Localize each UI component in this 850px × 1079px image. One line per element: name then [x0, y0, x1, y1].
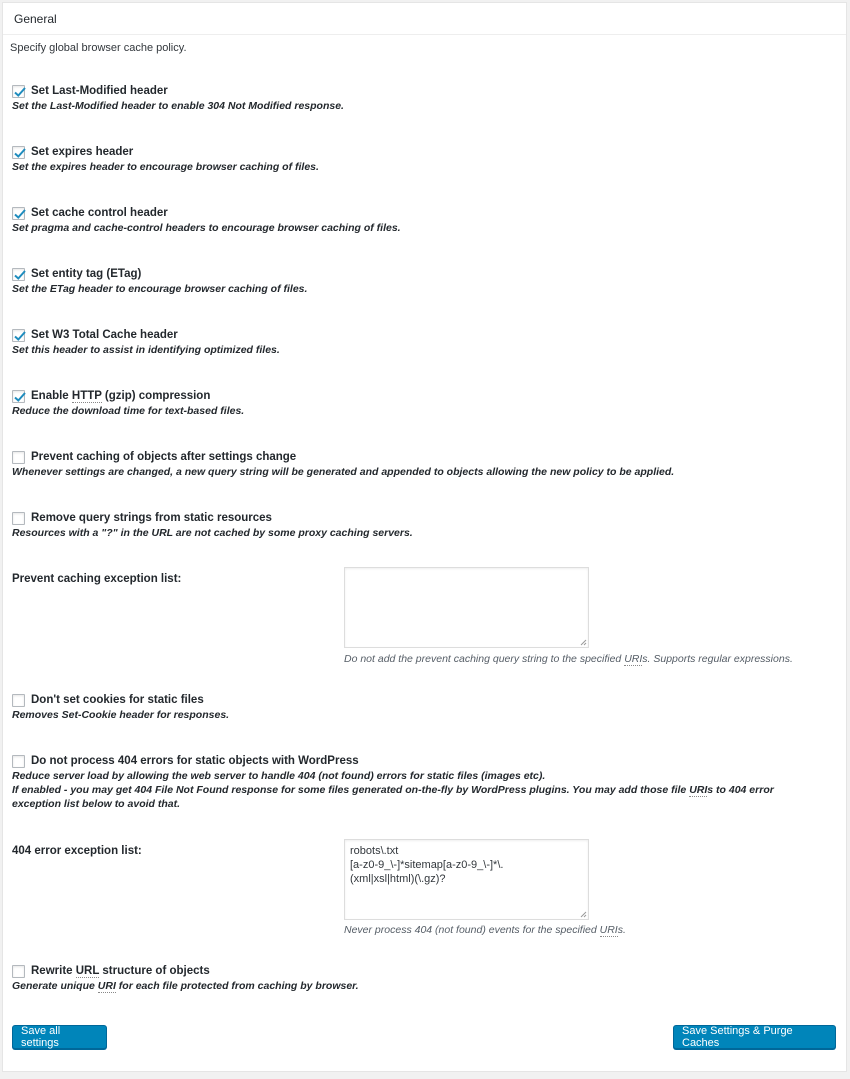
- desc-pre: Generate unique: [12, 980, 98, 992]
- prevent-exception-list-label: Prevent caching exception list:: [12, 573, 182, 585]
- uri-abbr: URI: [97, 980, 116, 992]
- checkmark-icon: [12, 267, 28, 283]
- expires-header-label[interactable]: Set expires header: [31, 146, 134, 158]
- prevent-caching-label[interactable]: Prevent caching of objects after settings change: [31, 451, 297, 463]
- rewrite-url-label[interactable]: [31, 965, 210, 977]
- hint-pre: Do not add the prevent caching query string to the specified: [344, 653, 625, 665]
- save-all-settings-button[interactable]: Save all settings: [12, 1025, 107, 1049]
- error404-exception-list-label: 404 error exception list:: [12, 845, 142, 857]
- no-404-desc-1: Reduce server load by allowing the web server to handle 404 (not found) errors for static files (images etc).: [12, 770, 546, 782]
- prevent-exception-list-hint: [344, 653, 793, 665]
- resize-handle-icon[interactable]: [580, 911, 587, 918]
- no-404-checkbox[interactable]: [12, 755, 25, 768]
- error404-exception-list-hint: [344, 924, 626, 936]
- no-cookies-label[interactable]: Don't set cookies for static files: [31, 694, 204, 706]
- etag-checkbox[interactable]: [12, 268, 25, 281]
- cache-control-desc: Set pragma and cache-control headers to encourage browser caching of files.: [12, 222, 401, 234]
- prevent-caching-checkbox[interactable]: [12, 451, 25, 464]
- expires-header-desc: Set the expires header to encourage browser caching of files.: [12, 161, 319, 173]
- etag-label[interactable]: Set entity tag (ETag): [31, 268, 142, 280]
- last-modified-desc: Set the Last-Modified header to enable 304 Not Modified response.: [12, 100, 344, 112]
- no-cookies-checkbox[interactable]: [12, 694, 25, 707]
- prevent-exception-list-textarea[interactable]: [344, 567, 589, 648]
- checkmark-icon: [12, 328, 28, 344]
- http-abbr: HTTP: [71, 390, 102, 402]
- no-404-label[interactable]: Do not process 404 errors for static objects with WordPress: [31, 755, 359, 767]
- rewrite-url-checkbox[interactable]: [12, 965, 25, 978]
- no-404-desc-2: [12, 784, 774, 796]
- uri-abbr: URI: [689, 784, 708, 796]
- remove-query-strings-desc: Resources with a "?" in the URL are not cached by some proxy caching servers.: [12, 527, 413, 539]
- checkmark-icon: [12, 145, 28, 161]
- cache-control-label[interactable]: Set cache control header: [31, 207, 168, 219]
- uri-abbr: URI: [599, 924, 618, 936]
- hint-pre: Never process 404 (not found) events for the specified: [344, 924, 600, 936]
- gzip-compression-checkbox[interactable]: [12, 390, 25, 403]
- gzip-compression-label[interactable]: [31, 390, 210, 402]
- save-and-purge-button[interactable]: Save Settings & Purge Caches: [673, 1025, 836, 1049]
- intro-text: Specify global browser cache policy.: [10, 42, 187, 54]
- desc-post: s to 404 error: [707, 784, 774, 796]
- no-404-desc-3: exception list below to avoid that.: [12, 798, 181, 810]
- etag-desc: Set the ETag header to encourage browser caching of files.: [12, 283, 308, 295]
- no-cookies-desc: Removes Set-Cookie header for responses.: [12, 709, 230, 721]
- rewrite-url-desc: [12, 980, 359, 992]
- error404-exception-list-textarea[interactable]: robots\.txt [a-z0-9_\-]*sitemap[a-z0-9_\-]*\. (xml|xsl|html)(\.gz)?: [344, 839, 589, 920]
- checkmark-icon: [12, 84, 28, 100]
- gzip-compression-desc: Reduce the download time for text-based files.: [12, 405, 245, 417]
- desc-post: for each file protected from caching by browser.: [115, 980, 359, 992]
- panel-title: General: [3, 3, 846, 35]
- gzip-label-pre: Enable: [31, 390, 72, 402]
- label-pre: Rewrite: [31, 965, 76, 977]
- hint-post: s. Supports regular expressions.: [642, 653, 793, 665]
- last-modified-checkbox[interactable]: [12, 85, 25, 98]
- w3tc-header-desc: Set this header to assist in identifying optimized files.: [12, 344, 280, 356]
- desc-pre: If enabled - you may get 404 File Not Found response for some files generated on-the-fly by WordPress plugins. You may add those file: [12, 784, 690, 796]
- hint-post: s.: [617, 924, 626, 936]
- uri-abbr: URI: [624, 653, 643, 665]
- last-modified-label[interactable]: Set Last-Modified header: [31, 85, 168, 97]
- remove-query-strings-label[interactable]: Remove query strings from static resources: [31, 512, 272, 524]
- remove-query-strings-checkbox[interactable]: [12, 512, 25, 525]
- url-abbr: URL: [75, 965, 100, 977]
- prevent-caching-desc: Whenever settings are changed, a new query string will be generated and appended to objects allowing the new policy to be applied.: [12, 466, 675, 478]
- checkmark-icon: [12, 389, 28, 405]
- w3tc-header-checkbox[interactable]: [12, 329, 25, 342]
- cache-control-checkbox[interactable]: [12, 207, 25, 220]
- gzip-label-post: (gzip) compression: [101, 390, 211, 402]
- w3tc-header-label[interactable]: Set W3 Total Cache header: [31, 329, 178, 341]
- expires-header-checkbox[interactable]: [12, 146, 25, 159]
- resize-handle-icon[interactable]: [580, 639, 587, 646]
- label-post: structure of objects: [99, 965, 210, 977]
- checkmark-icon: [12, 206, 28, 222]
